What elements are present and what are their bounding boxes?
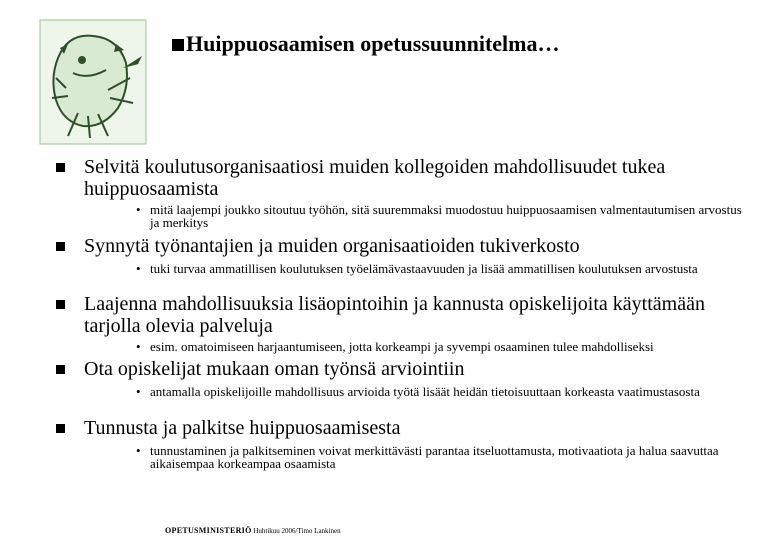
sub-bullet-text: tunnustaminen ja palkitseminen voivat merkittävästi parantaa itseluottamusta, motivaatiota ja halua saavuttaa aikaisempaa korkeampaa osaamista	[150, 443, 719, 471]
footer-note: Huhtikuu 2006/Timo Lankinen	[253, 527, 341, 535]
main-bullet-text: Ota opiskelijat mukaan oman työnsä arviointiin	[84, 358, 465, 380]
sub-bullet-text: antamalla opiskelijoille mahdollisuus arvioida työtä lisäät heidän tietoisuuttaan korkeasta vaatimustasosta	[150, 384, 700, 399]
sub-bullet-item	[136, 203, 745, 229]
footer	[165, 526, 341, 535]
main-bullet-item	[56, 156, 734, 200]
main-bullet-item	[56, 293, 734, 337]
title-bullet-icon	[172, 39, 184, 51]
square-bullet-icon	[56, 300, 65, 309]
sub-bullet-item	[136, 262, 745, 275]
lion-coat-of-arms-icon	[38, 18, 148, 146]
main-bullet-text: Selvitä koulutusorganisaatiosi muiden kollegoiden mahdollisuudet tukea huippuosaamista	[84, 156, 666, 200]
main-bullet-text: Tunnusta ja palkitse huippuosaamisesta	[84, 417, 401, 439]
square-bullet-icon	[56, 163, 65, 172]
sub-bullet-item	[136, 340, 745, 353]
main-bullet-item	[56, 417, 734, 439]
dot-bullet-icon: •	[136, 443, 141, 458]
dot-bullet-icon: •	[136, 384, 141, 399]
dot-bullet-icon: •	[136, 339, 141, 354]
dot-bullet-icon: •	[136, 202, 141, 217]
main-bullet-text: Laajenna mahdollisuuksia lisäopintoihin ja kannusta opiskelijoita käyttämään tarjolla olevia palveluja	[84, 293, 705, 337]
sub-bullet-text: tuki turvaa ammatillisen koulutuksen työelämävastaavuuden ja lisää ammatillisen koulutuksen arvostusta	[150, 261, 698, 276]
title-text: Huippuosaamisen opetussuunnitelma…	[186, 31, 560, 56]
sub-bullet-item	[136, 385, 745, 398]
main-bullet-item	[56, 235, 734, 257]
sub-bullet-item	[136, 444, 745, 470]
sub-bullet-text: esim. omatoimiseen harjaantumiseen, jotta korkeampi ja syvempi osaaminen tulee mahdolliseksi	[150, 339, 654, 354]
main-bullet-text: Synnytä työnantajien ja muiden organisaatioiden tukiverkosto	[84, 235, 580, 257]
dot-bullet-icon: •	[136, 261, 141, 276]
main-bullet-item	[56, 358, 734, 380]
slide-title	[172, 31, 560, 57]
square-bullet-icon	[56, 365, 65, 374]
sub-bullet-text: mitä laajempi joukko sitoutuu työhön, sitä suuremmaksi muodostuu huippuosaamisen valmentautumisen arvostus ja merkitys	[150, 202, 742, 230]
square-bullet-icon	[56, 242, 65, 251]
footer-org: OPETUSMINISTERIÖ	[165, 526, 252, 535]
square-bullet-icon	[56, 424, 65, 433]
